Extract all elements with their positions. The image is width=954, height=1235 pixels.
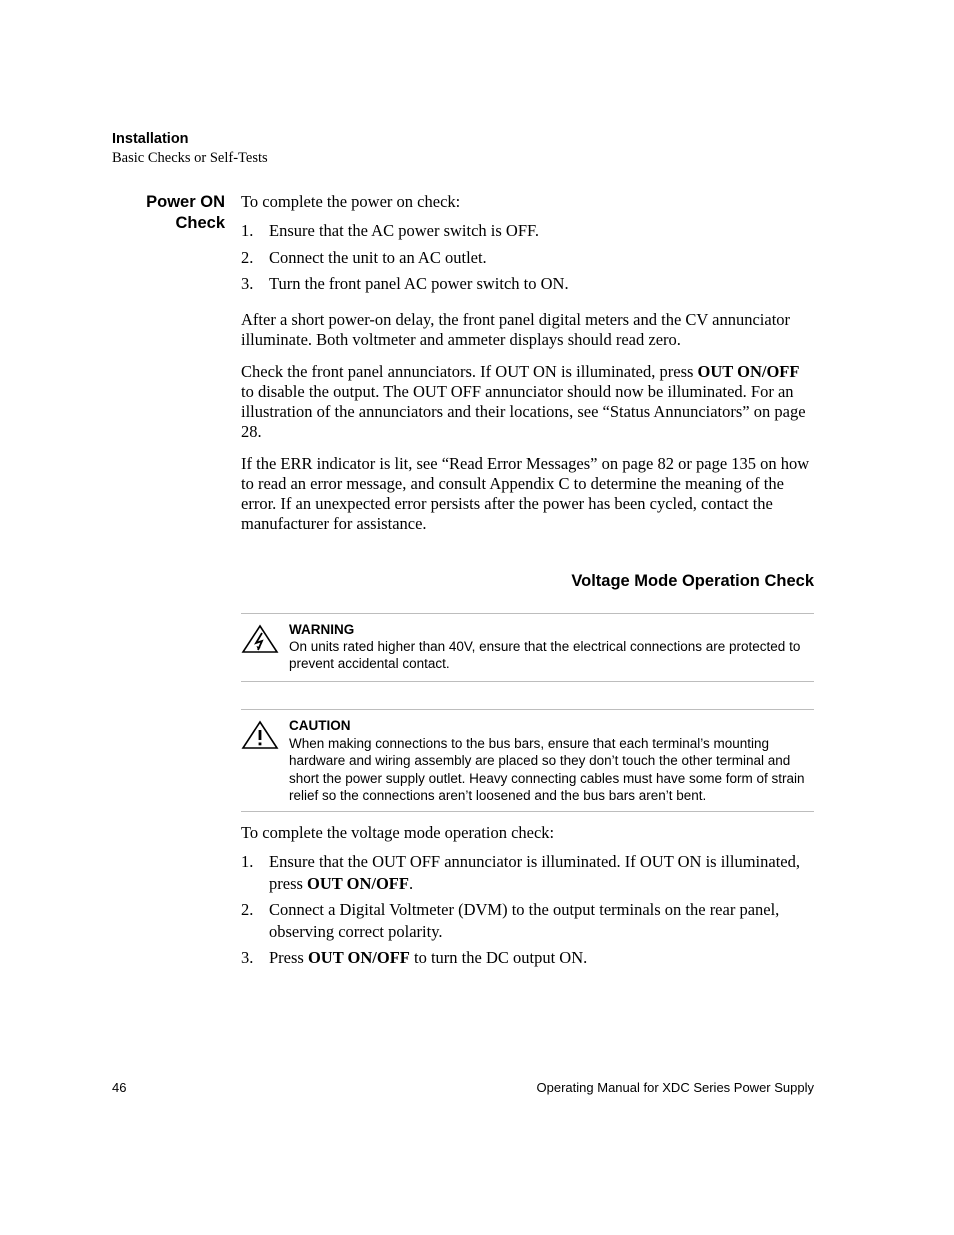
list-item [241, 899, 816, 943]
list-item [241, 247, 816, 269]
power-on-intro: To complete the power on check: [241, 192, 461, 211]
voltage-mode-intro: To complete the voltage mode operation check: [241, 823, 555, 842]
warning-label: WARNING [289, 622, 355, 637]
list-text: Connect a Digital Voltmeter (DVM) to the output terminals on the rear panel, observing correct polarity. [269, 900, 780, 941]
text-run: to turn the DC output ON. [409, 948, 588, 967]
paragraph-err-indicator: If the ERR indicator is lit, see “Read Error Messages” on page 82 or page 135 on how to read an error message, and consult Appendix C to determine the meaning of the error. If an unexpected error persists after the power has been cycled, contact the manufacturer for assistance. [241, 454, 810, 533]
paragraph-power-on-delay: After a short power-on delay, the front panel digital meters and the CV annunciator illuminate. Both voltmeter and ammeter displays should read zero. [241, 310, 791, 349]
exclamation-triangle-icon [241, 720, 279, 750]
list-number: 2. [241, 248, 254, 267]
list-item [241, 947, 816, 969]
text-run: Ensure that the OUT OFF annunciator is illuminated. If OUT ON is illuminated, press [269, 852, 800, 893]
divider [241, 709, 814, 710]
list-number: 1. [241, 852, 254, 871]
text-run: . [408, 874, 414, 893]
power-on-check-heading: Power ON Check [146, 193, 225, 232]
text-run: to disable the output. The OUT OFF annunciator should now be illuminated. For an illustration of the annunciators and their locations, see “Status Annunciators” on page 28. [241, 382, 806, 441]
paragraph-annunciators [241, 362, 816, 442]
voltage-mode-heading: Voltage Mode Operation Check [571, 572, 814, 590]
list-number: 3. [241, 948, 254, 967]
section-subtitle: Basic Checks or Self-Tests [112, 150, 268, 166]
text-run: Press [269, 948, 308, 967]
page-number: 46 [112, 1080, 127, 1095]
list-text: Connect the unit to an AC outlet. [269, 248, 487, 267]
list-item [241, 273, 816, 295]
list-text: Turn the front panel AC power switch to ON. [269, 274, 569, 293]
divider [241, 811, 814, 812]
key-label-out-on-off: OUT ON/OFF [307, 948, 410, 967]
chapter-title: Installation [112, 131, 189, 147]
list-text [269, 851, 816, 895]
text-run: Check the front panel annunciators. If OUT ON is illuminated, press [241, 362, 698, 381]
key-label-out-on-off: OUT ON/OFF [307, 874, 409, 893]
divider [241, 681, 814, 682]
list-item [241, 851, 816, 895]
key-label-out-on-off: OUT ON/OFF [697, 362, 800, 381]
list-number: 1. [241, 221, 254, 240]
list-item [241, 220, 816, 242]
warning-text: On units rated higher than 40V, ensure that the electrical connections are protected to prevent accidental contact. [289, 639, 801, 672]
list-number: 3. [241, 274, 254, 293]
caution-text: When making connections to the bus bars, ensure that each terminal’s mounting hardware and wiring assembly are placed so they don’t touch the other terminal and short the power supply outlet. Heavy connecting cables must have some form of strain relief so the connections aren’t loosened and the bus bars aren’t bent. [289, 736, 805, 804]
list-number: 2. [241, 900, 254, 919]
list-text: Ensure that the AC power switch is OFF. [269, 221, 539, 240]
footer-title: Operating Manual for XDC Series Power Supply [536, 1080, 814, 1095]
divider [241, 613, 814, 614]
list-text [269, 947, 816, 969]
caution-label: CAUTION [289, 718, 351, 733]
electric-hazard-icon [241, 624, 279, 654]
